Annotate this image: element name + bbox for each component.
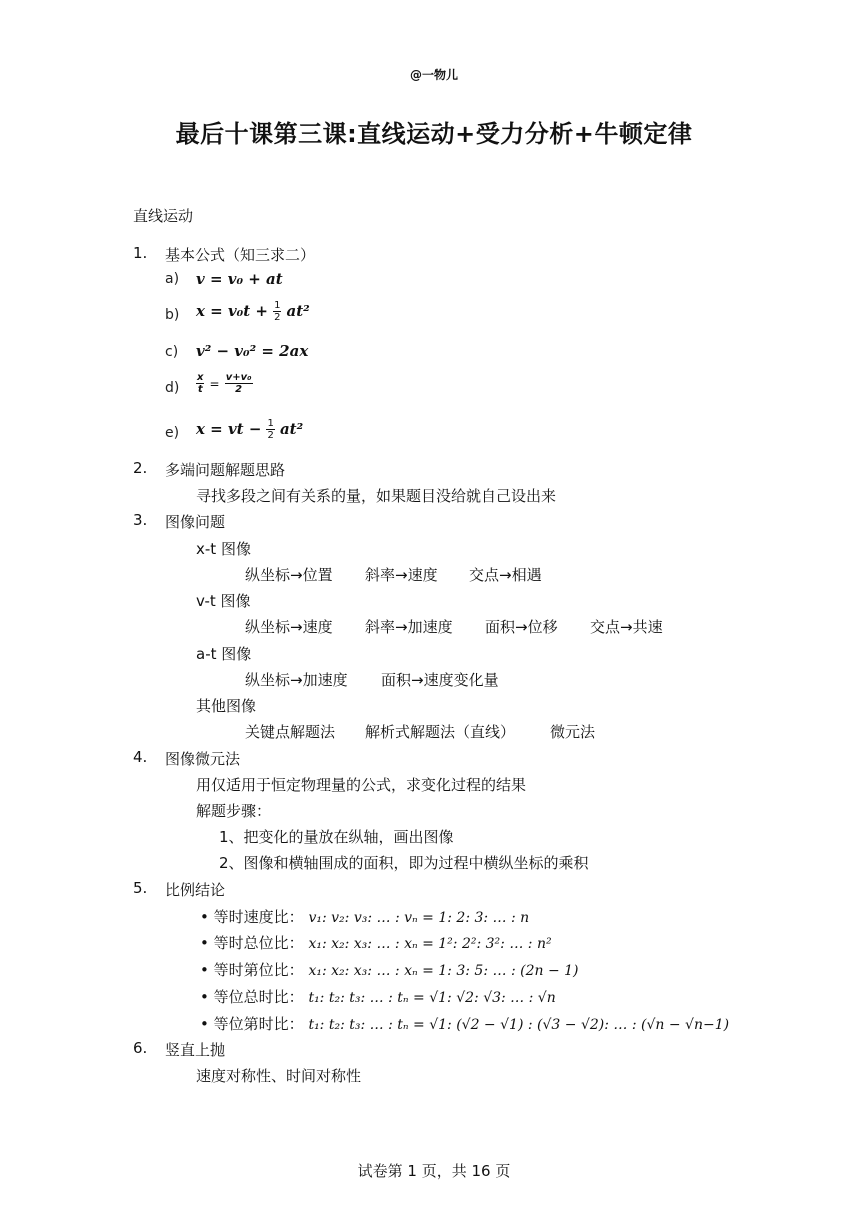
graph-point: 交点→相遇 — [469, 566, 542, 584]
ratio-row: • 等位总时比： t₁: t₂: t₃: … : tₙ = √1: √2: √3: … : √n — [200, 988, 556, 1006]
graph-point: 斜率→加速度 — [365, 618, 453, 636]
item-description: 寻找多段之间有关系的量，如果题目没给就自己设出来 — [196, 487, 557, 505]
item-number: 1. — [133, 244, 148, 262]
formula-mark: d) — [165, 380, 180, 396]
item-label: 多端问题解题思路 — [165, 461, 286, 479]
ratio-row: • 等时总位比： x₁: x₂: x₃: … : xₙ = 1²: 2²: 3²: … : n² — [200, 934, 552, 952]
document-title: 最后十课第三课:直线运动+受力分析+牛顿定律 — [175, 120, 693, 148]
graph-point: 纵坐标→速度 — [245, 618, 333, 636]
steps-label: 解题步骤： — [196, 802, 272, 820]
graph-point: 面积→速度变化量 — [381, 671, 499, 689]
item-label: 竖直上抛 — [165, 1041, 226, 1059]
page-footer: 试卷第 1 页，共 16 页 — [357, 1162, 511, 1180]
graph-label: 其他图像 — [196, 697, 257, 715]
step-item: 2、图像和横轴围成的面积，即为过程中横纵坐标的乘积 — [219, 854, 589, 872]
item-number: 3. — [133, 511, 148, 529]
graph-point: 解析式解题法（直线） — [365, 723, 516, 741]
graph-label: a-t 图像 — [196, 645, 252, 663]
formula-d: $\frac{x}{t}$ = $\frac{\text{v+v₀}}{2}$ — [197, 372, 252, 395]
formula-b-pre: x = v₀t + — [196, 302, 268, 320]
item-label: 基本公式（知三求二） — [165, 246, 316, 264]
ratio-row: • 等位第时比： t₁: t₂: t₃: … : tₙ = √1: (√2 − √1) : (√3 − √2): … : (√n − √n−1) — [200, 1015, 730, 1033]
item-label: 图像问题 — [165, 513, 226, 531]
item-number: 2. — [133, 459, 148, 477]
ratio-row: • 等时速度比： v₁: v₂: v₃: … : vₙ = 1: 2: 3: … : n — [200, 908, 530, 926]
formula-b-post: at² — [286, 302, 310, 320]
item-label: 图像微元法 — [165, 750, 241, 768]
fraction: $\frac{1}{2}$ — [267, 418, 274, 441]
fraction: $\frac{x}{t}$ — [197, 372, 204, 395]
graph-point: 微元法 — [550, 723, 596, 741]
fraction: $\frac{\text{v+v₀}}{2}$ — [225, 372, 252, 395]
item-description: 速度对称性、时间对称性 — [196, 1067, 362, 1085]
graph-point: 纵坐标→加速度 — [245, 671, 348, 689]
graph-point: 关键点解题法 — [245, 723, 336, 741]
item-number: 4. — [133, 748, 148, 766]
graph-label: x-t 图像 — [196, 540, 251, 558]
graph-point: 面积→位移 — [485, 618, 558, 636]
formula-e-pre: x = vt − — [196, 420, 262, 438]
formula-mark: a) — [165, 271, 180, 287]
formula-a: v = v₀ + at — [196, 270, 283, 288]
item-label: 比例结论 — [165, 881, 226, 899]
fraction: $\frac{1}{2}$ — [274, 300, 281, 323]
graph-label: v-t 图像 — [196, 592, 251, 610]
formula-mark: c) — [165, 344, 179, 360]
formula-b — [196, 300, 310, 323]
formula-c: v² − v₀² = 2ax — [196, 342, 309, 360]
section-title: 直线运动 — [133, 207, 194, 225]
item-number: 6. — [133, 1039, 148, 1057]
formula-e — [196, 418, 303, 441]
formula-mark: e) — [165, 425, 180, 441]
ratio-row: • 等时第位比： x₁: x₂: x₃: … : xₙ = 1: 3: 5: … : (2n − 1) — [200, 961, 579, 979]
item-number: 5. — [133, 879, 148, 897]
step-item: 1、把变化的量放在纵轴，画出图像 — [219, 828, 454, 846]
page-header: @一物儿 — [409, 68, 458, 82]
graph-point: 纵坐标→位置 — [245, 566, 333, 584]
formula-e-post: at² — [279, 420, 304, 438]
graph-point: 斜率→速度 — [365, 566, 438, 584]
formula-mark: b) — [165, 307, 180, 323]
graph-point: 交点→共速 — [590, 618, 663, 636]
item-description: 用仅适用于恒定物理量的公式，求变化过程的结果 — [196, 776, 527, 794]
